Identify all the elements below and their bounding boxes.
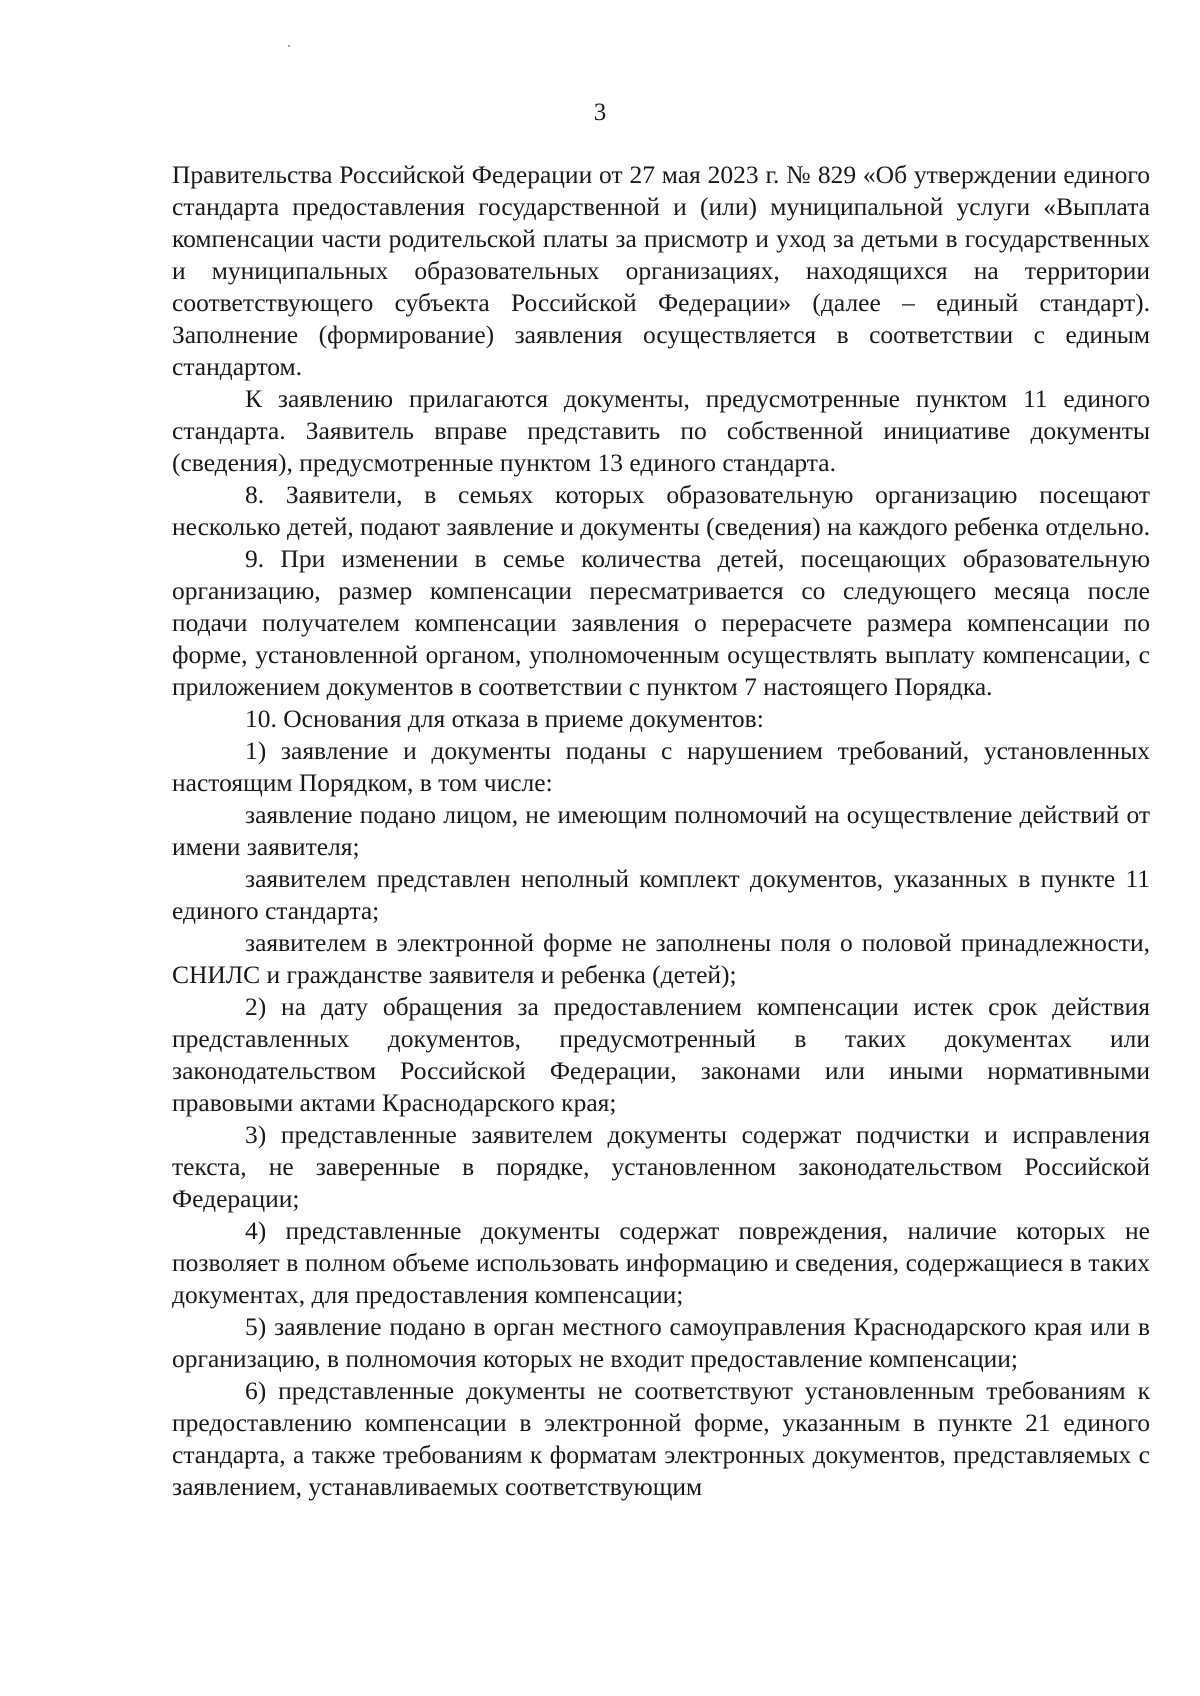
document-body <box>172 159 1150 1503</box>
paragraph: 3) представленные заявителем документы содержат подчистки и исправления текста, не заверенные в порядке, установленном законодательством Российской Федерации; <box>172 1120 1150 1213</box>
paragraph: 9. При изменении в семье количества детей, посещающих образовательную организацию, размер компенсации пересматривается со следующего месяца после подачи получателем компенсации заявления о перерасчете размера компенсации по форме, установленной органом, уполномоченным осуществлять выплату компенсации, с приложением документов в соответствии с пунктом 7 настоящего Порядка. <box>172 544 1150 701</box>
paragraph: заявителем представлен неполный комплект документов, указанных в пункте 11 единого стандарта; <box>172 864 1150 925</box>
paragraph: заявителем в электронной форме не заполнены поля о половой принадлежности, СНИЛС и гражданстве заявителя и ребенка (детей); <box>172 928 1150 989</box>
paragraph: 10. Основания для отказа в приеме документов: <box>245 704 764 733</box>
paragraph: К заявлению прилагаются документы, предусмотренные пунктом 11 единого стандарта. Заявитель вправе представить по собственной инициативе документы (сведения), предусмотренные пунктом 13 единого стандарта. <box>172 384 1150 477</box>
paragraph: 1) заявление и документы поданы с нарушением требований, установленных настоящим Порядком, в том числе: <box>172 736 1150 797</box>
page-number: 3 <box>593 99 607 126</box>
scan-speck <box>288 45 290 47</box>
paragraph: 6) представленные документы не соответствуют установленным требованиям к предоставлению компенсации в электронной форме, указанным в пункте 21 единого стандарта, а также требованиям к форматам электронных документов, представляемых с заявлением, устанавливаемых соответствующим <box>172 1376 1150 1501</box>
paragraph: 2) на дату обращения за предоставлением компенсации истек срок действия представленных документов, предусмотренный в таких документах или законодательством Российской Федерации, законами или иными нормативными правовыми актами Краснодарского края; <box>172 992 1150 1117</box>
paragraph: 4) представленные документы содержат повреждения, наличие которых не позволяет в полном объеме использовать информацию и сведения, содержащиеся в таких документах, для предоставления компенсации; <box>172 1216 1150 1309</box>
paragraph: заявление подано лицом, не имеющим полномочий на осуществление действий от имени заявителя; <box>172 800 1150 861</box>
paragraph: 8. Заявители, в семьях которых образовательную организацию посещают несколько детей, подают заявление и документы (сведения) на каждого ребенка отдельно. <box>172 480 1150 541</box>
paragraph: 5) заявление подано в орган местного самоуправления Краснодарского края или в организацию, в полномочия которых не входит предоставление компенсации; <box>172 1312 1150 1373</box>
paragraph: Правительства Российской Федерации от 27 мая 2023 г. № 829 «Об утверждении единого стандарта предоставления государственной и (или) муниципальной услуги «Выплата компенсации части родительской платы за присмотр и уход за детьми в государственных и муниципальных образовательных организациях, находящихся на территории соответствующего субъекта Российской Федерации» (далее – единый стандарт). Заполнение (формирование) заявления осуществляется в соответствии с единым стандартом. <box>172 160 1150 381</box>
